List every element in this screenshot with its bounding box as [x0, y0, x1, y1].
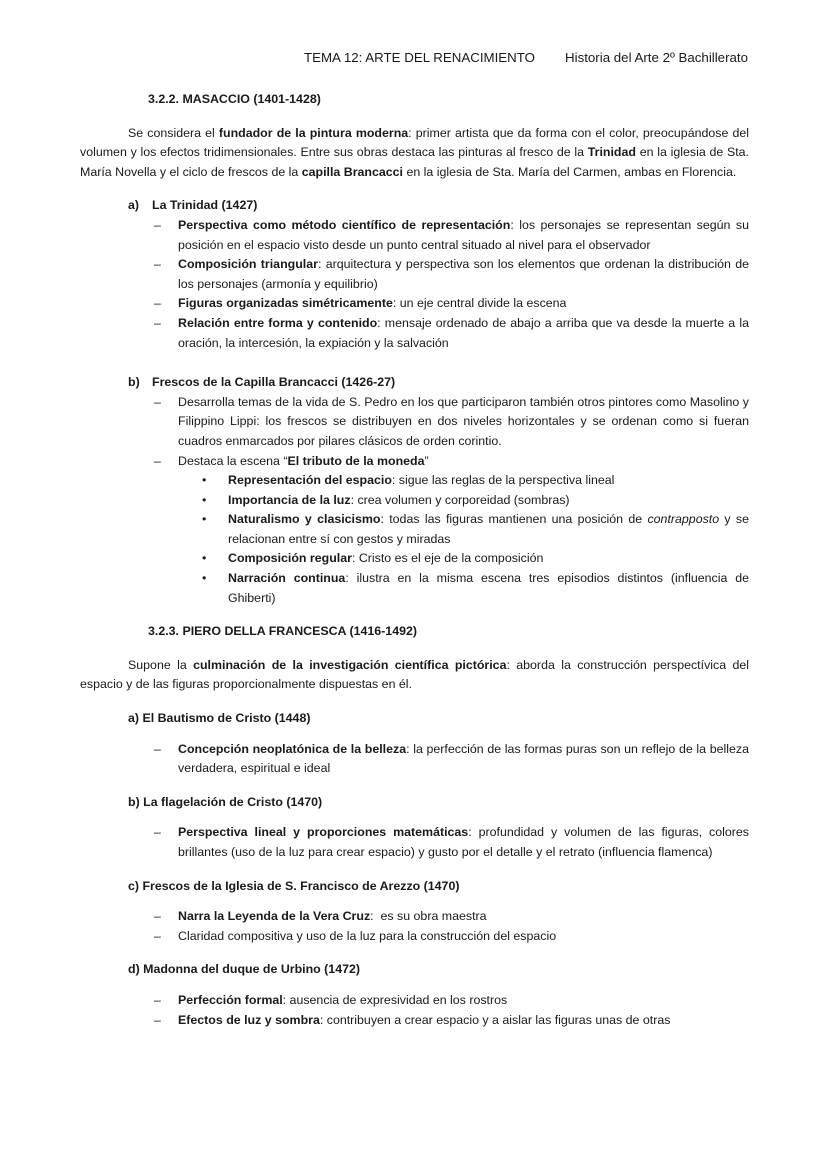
intro-text: Supone la: [128, 657, 194, 672]
intro-text: en la iglesia de Sta. María Novella y el ciclo de frescos de la: [80, 145, 749, 179]
list-item: [80, 740, 749, 779]
item-text: : arquitectura y perspectiva son los elementos que ordenan la distribución de los personajes (armonía y equilibrio): [178, 257, 750, 291]
list-item: [80, 907, 749, 927]
masaccio-intro: [80, 124, 749, 183]
list-item: [80, 255, 749, 294]
item-text: : crea volumen y corporeidad (sombras): [350, 492, 570, 507]
list-item: – Desarrolla temas de la vida de S. Pedro en los que participaron también otros pintores como Masolino y Filippino Lippi: los frescos se distribuyen en dos niveles horizontales y se ordenan como si fueran cuadros enmarcados por pilares clásicos de orden corintio.: [80, 393, 749, 452]
item-italic: contrapposto: [647, 512, 720, 527]
list-item: [80, 452, 749, 472]
item-text: : un eje central divide la escena: [392, 296, 567, 311]
list-item: [80, 216, 749, 255]
section-title-piero: 3.2.3. PIERO DELLA FRANCESCA (1416-1492): [148, 624, 417, 639]
list-item: [80, 1011, 749, 1031]
bullet-item: [80, 549, 749, 569]
heading-text: Frescos de la Capilla Brancacci (1426-27): [152, 375, 396, 390]
bautismo-list: [80, 740, 749, 779]
list-item: [80, 991, 749, 1011]
page-content: [80, 90, 749, 1030]
item-text: : profundidad y volumen de las figuras, colores brillantes (uso de la luz para crear espacio) y gusto por el detalle y el retrato (influencia flamenca): [178, 825, 749, 859]
header-course: Historia del Arte 2º Bachillerato: [565, 50, 748, 65]
list-item: [80, 294, 749, 314]
heading-arezzo: c) Frescos de la Iglesia de S. Francisco de Arezzo (1470): [128, 878, 460, 893]
item-bold: Relación entre forma y contenido: [178, 315, 378, 330]
page-header: [304, 49, 748, 67]
list-item: [80, 823, 749, 862]
intro-bold: fundador de la pintura moderna: [218, 125, 409, 140]
heading-bautismo: a) El Bautismo de Cristo (1448): [128, 711, 311, 726]
bullet-item: [80, 491, 749, 511]
item-text: : mensaje ordenado de abajo a arriba que va desde la muerte a la oración, la intercesión, la expiación y la salvación: [178, 315, 749, 350]
list-item: [80, 314, 749, 353]
brancacci-list: [80, 393, 749, 471]
intro-text: Se considera el: [128, 125, 219, 140]
item-bold: Representación del espacio: [228, 473, 392, 488]
heading-label: b): [128, 375, 140, 390]
trinidad-list: [80, 216, 749, 353]
item-bold: Perspectiva lineal y proporciones matemáticas: [178, 825, 469, 840]
item-bold: Concepción neoplatónica de la belleza: [178, 741, 407, 756]
item-text: : los personajes se representan según su posición en el espacio visto desde un punto central situado al nivel para el observador: [178, 217, 749, 252]
item-bold: Perspectiva como método científico de representación: [178, 217, 511, 232]
item-text: : todas las figuras mantienen una posición de: [380, 512, 648, 527]
item-text: : contribuyen a crear espacio y a aislar las figuras unas de otras: [319, 1012, 671, 1027]
header-topic: TEMA 12: ARTE DEL RENACIMIENTO: [303, 50, 536, 65]
item-bold: Naturalismo y clasicismo: [228, 512, 381, 527]
heading-text: La Trinidad (1427): [152, 198, 258, 213]
item-bold: Importancia de la luz: [228, 492, 351, 507]
intro-bold: capilla Brancacci: [301, 164, 403, 179]
item-text: : sigue las reglas de la perspectiva lineal: [391, 473, 615, 488]
item-bold: Composición regular: [228, 551, 352, 566]
bullet-item: [80, 471, 749, 491]
intro-text: en la iglesia de Sta. María del Carmen, ambas en Florencia.: [403, 164, 737, 179]
item-text: : es su obra maestra: [370, 909, 487, 924]
heading-label: a): [128, 198, 140, 213]
intro-bold: culminación de la investigación científica pictórica: [193, 657, 507, 672]
piero-intro: [80, 656, 749, 695]
item-bold: Composición triangular: [178, 257, 318, 272]
intro-bold: Trinidad: [587, 145, 636, 160]
heading-madonna: d) Madonna del duque de Urbino (1472): [128, 962, 360, 977]
arezzo-list: [80, 907, 749, 946]
item-bold: Narración continua: [228, 571, 346, 586]
item-text: y se relacionan entre sí con gestos y miradas: [228, 512, 749, 546]
item-text: : Cristo es el eje de la composición: [351, 551, 544, 566]
item-bold: El tributo de la moneda: [287, 453, 425, 468]
flagelacion-list: [80, 823, 749, 862]
heading-flagelacion: b) La flagelación de Cristo (1470): [128, 794, 323, 809]
tributo-bullets: [80, 471, 749, 608]
bullet-item: [80, 510, 749, 549]
bullet-item: [80, 569, 749, 608]
item-text: : ausencia de expresividad en los rostros: [282, 992, 508, 1007]
item-text: ”: [424, 453, 429, 468]
item-bold: Figuras organizadas simétricamente: [178, 296, 393, 311]
section-title-masaccio: 3.2.2. MASACCIO (1401-1428): [148, 92, 321, 106]
item-bold: Narra la Leyenda de la Vera Cruz: [178, 909, 371, 924]
item-bold: Efectos de luz y sombra: [178, 1012, 320, 1027]
intro-text: : primer artista que da forma con el color, preocupándose del volumen y los efectos tridimensionales. Entre sus obras destaca las pinturas al fresco de la: [80, 125, 749, 160]
item-text: : ilustra en la misma escena tres episodios distintos (influencia de Ghiberti): [228, 571, 749, 605]
item-text: : la perfección de las formas puras son un reflejo de la belleza verdadera, espiritual e ideal: [178, 741, 750, 776]
list-item: – Claridad compositiva y uso de la luz para la construcción del espacio: [80, 927, 749, 947]
item-text: Destaca la escena “: [178, 453, 288, 468]
intro-text: : aborda la construcción perspectívica del espacio y de las figuras proporcionalmente dispuestas en él.: [80, 657, 749, 692]
heading-trinidad: [128, 196, 749, 216]
heading-brancacci: [128, 373, 749, 393]
madonna-list: [80, 991, 749, 1030]
item-bold: Perfección formal: [178, 992, 283, 1007]
